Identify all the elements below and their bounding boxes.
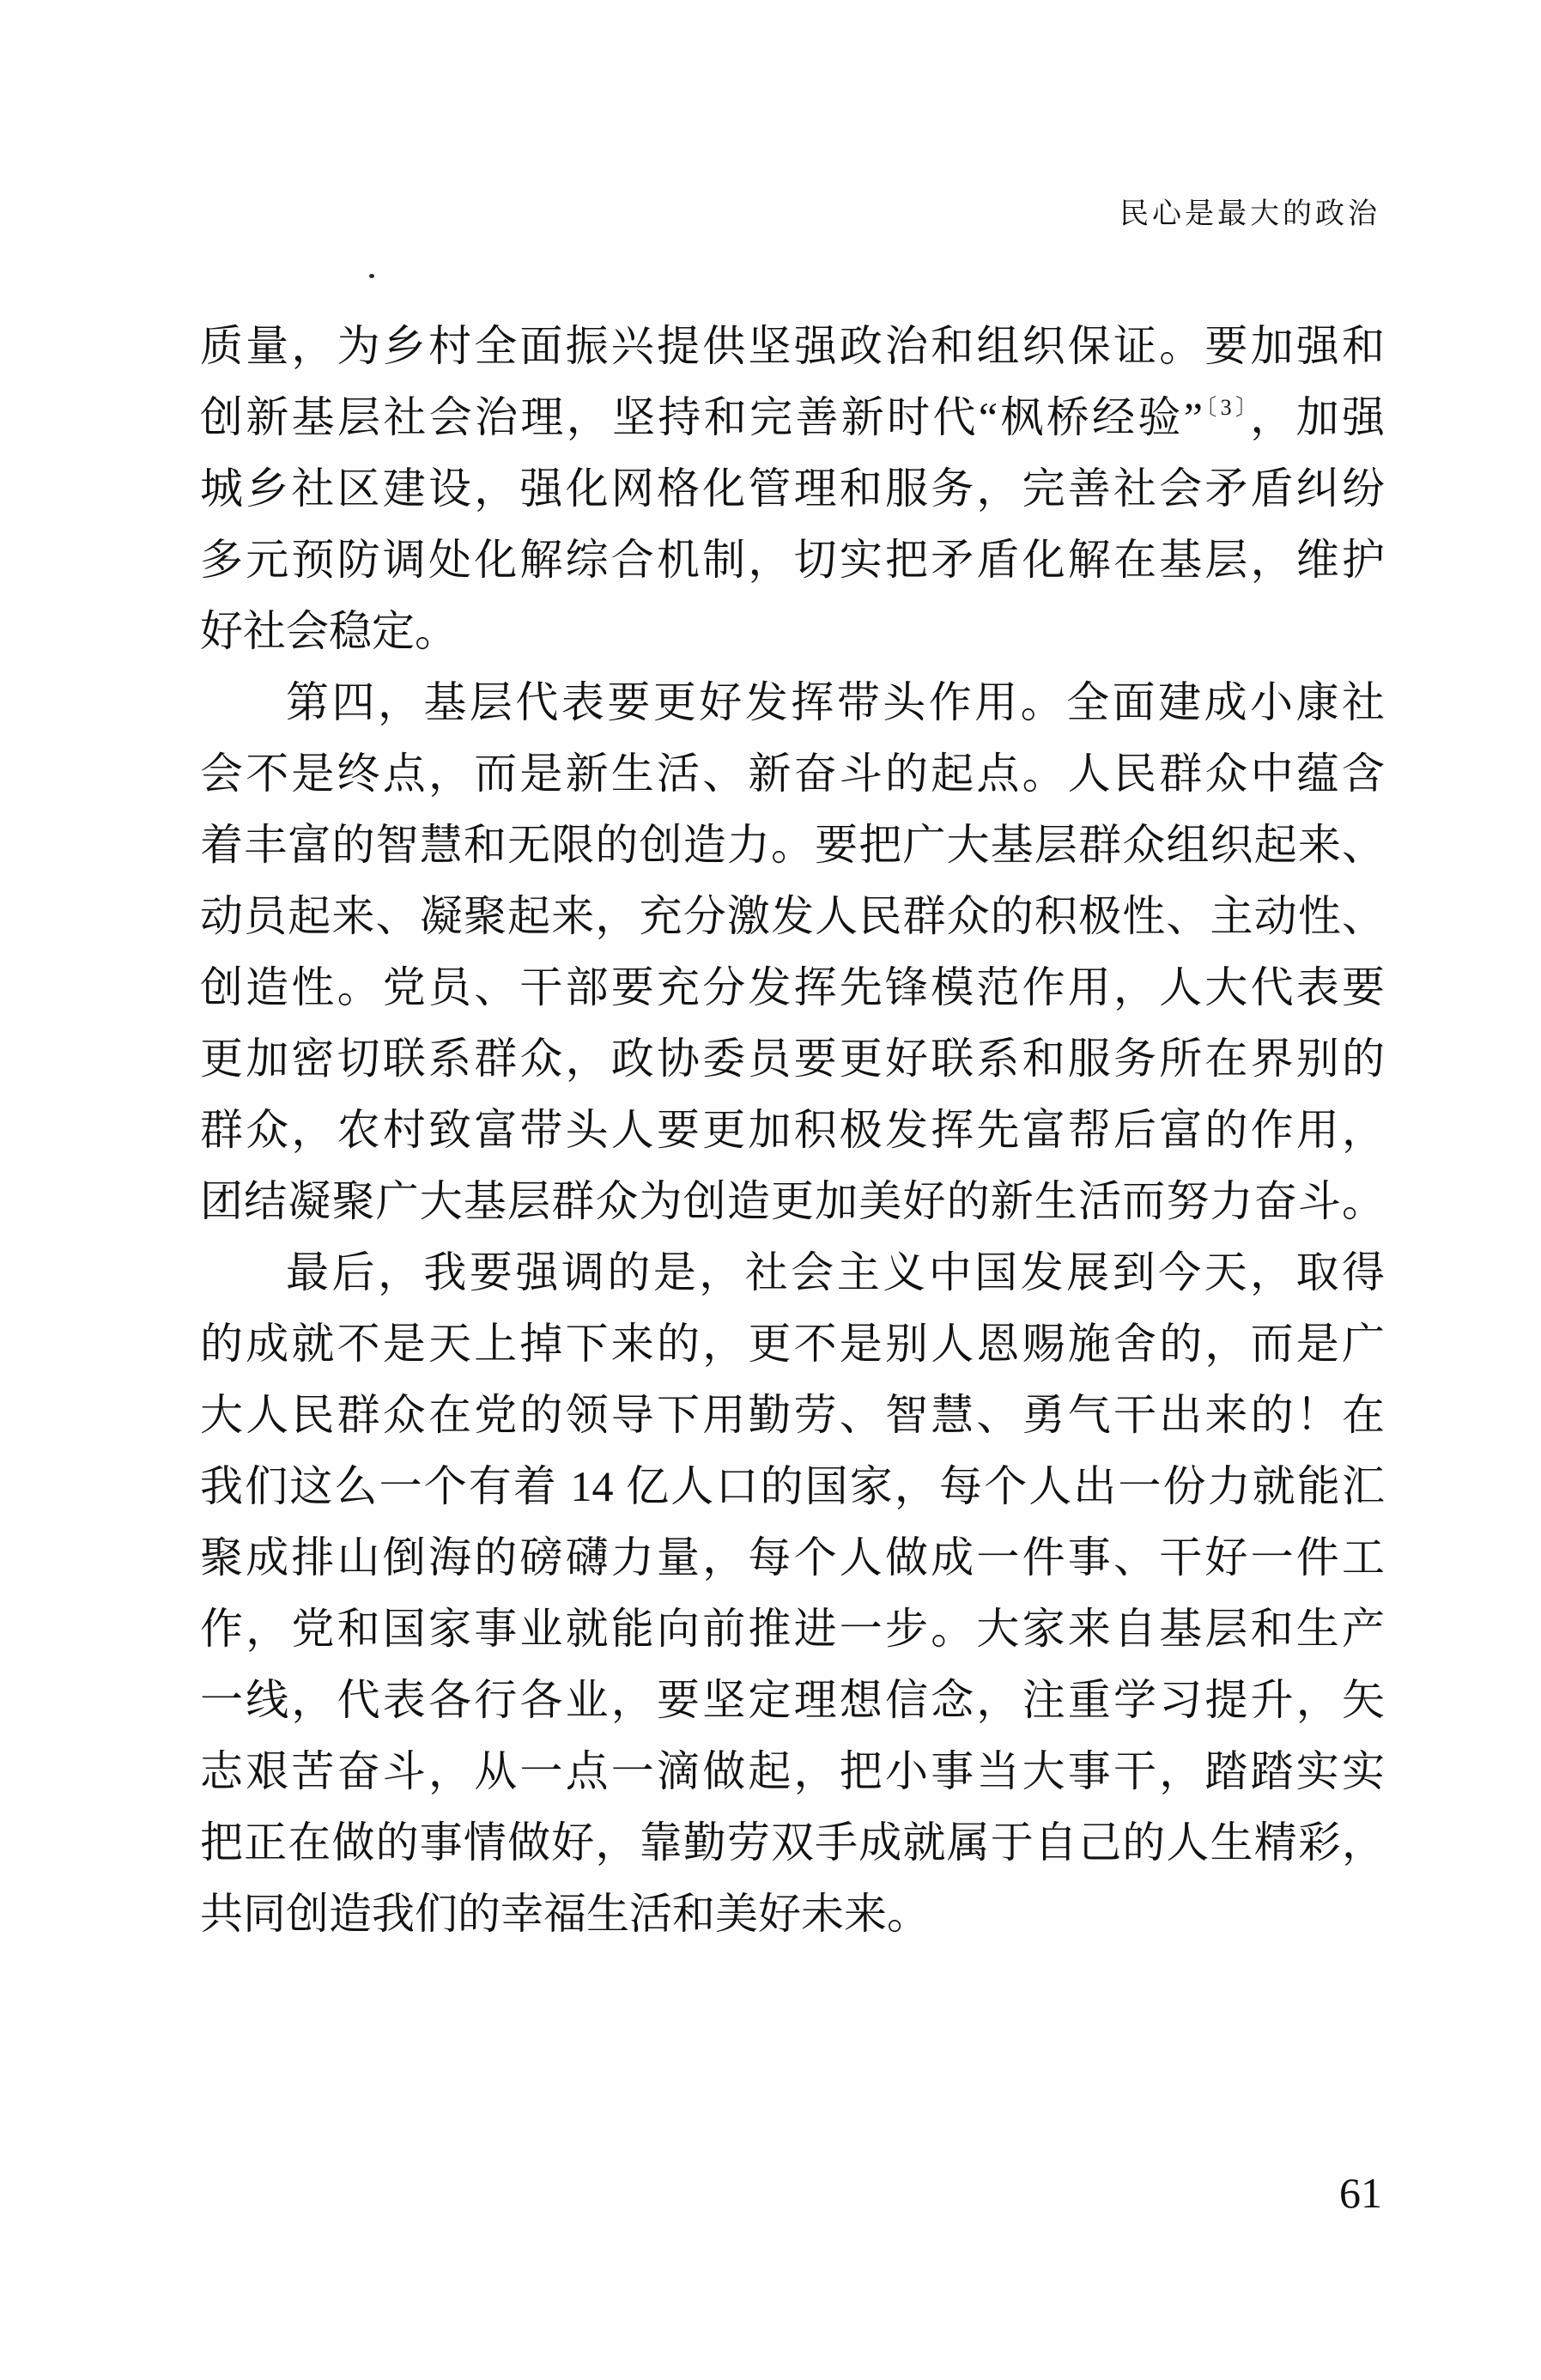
- text-line: 大人民群众在党的领导下用勤劳、智慧、勇气干出来的！在: [200, 1391, 1385, 1439]
- text-line: 聚成排山倒海的磅礴力量，每个人做成一件事、干好一件工: [200, 1533, 1385, 1582]
- text-line: 作，党和国家事业就能向前推进一步。大家来自基层和生产: [200, 1605, 1385, 1653]
- text-line: 更加密切联系群众，政协委员要更好联系和服务所在界别的: [200, 1035, 1385, 1083]
- text-line: [200, 382, 1385, 453]
- text-line: 好社会稳定。: [200, 607, 458, 655]
- paragraph-3: [200, 1237, 1385, 1950]
- text-segment: 创新基层社会治理，坚持和完善新时代“枫桥经验”: [200, 393, 1203, 441]
- page-number: 61: [1339, 2169, 1382, 2217]
- paragraph-2: [200, 667, 1385, 1237]
- body-text: [200, 311, 1385, 1950]
- text-line: 质量，为乡村全面振兴提供坚强政治和组织保证。要加强和: [200, 322, 1385, 370]
- text-line: 一线，代表各行各业，要坚定理想信念，注重学习提升，矢: [200, 1676, 1385, 1724]
- text-segment: ，加强: [1250, 393, 1385, 441]
- text-line: 共同创造我们的幸福生活和美好未来。: [200, 1890, 930, 1938]
- text-line: 多元预防调处化解综合机制，切实把矛盾化解在基层，维护: [200, 536, 1385, 584]
- text-line: 团结凝聚广大基层群众为创造更加美好的新生活而努力奋斗。: [200, 1177, 1385, 1225]
- text-line: 创造性。党员、干部要充分发挥先锋模范作用，人大代表要: [200, 963, 1385, 1011]
- footnote-reference: 〔3〕: [1202, 395, 1251, 420]
- text-line: 最后，我要强调的是，社会主义中国发展到今天，取得: [286, 1248, 1385, 1296]
- text-line: 把正在做的事情做好，靠勤劳双手成就属于自己的人生精彩，: [200, 1818, 1385, 1867]
- text-line: 第四，基层代表要更好发挥带头作用。全面建成小康社: [286, 678, 1385, 726]
- running-head: 民心是最大的政治: [1119, 198, 1380, 230]
- text-line: 会不是终点，而是新生活、新奋斗的起点。人民群众中蕴含: [200, 750, 1385, 798]
- text-line: 群众，农村致富带头人要更加积极发挥先富帮后富的作用，: [200, 1106, 1385, 1154]
- text-line: 志艰苦奋斗，从一点一滴做起，把小事当大事干，踏踏实实: [200, 1747, 1385, 1795]
- text-line: 动员起来、凝聚起来，充分激发人民群众的积极性、主动性、: [200, 892, 1385, 940]
- print-speck-dot: [369, 274, 374, 278]
- text-line: 的成就不是天上掉下来的，更不是别人恩赐施舍的，而是广: [200, 1320, 1385, 1368]
- paragraph-1: [200, 311, 1385, 667]
- text-line: 我们这么一个有着 14 亿人口的国家，每个人出一份力就能汇: [200, 1462, 1385, 1510]
- text-line: 城乡社区建设，强化网格化管理和服务，完善社会矛盾纠纷: [200, 464, 1385, 513]
- text-line: 着丰富的智慧和无限的创造力。要把广大基层群众组织起来、: [200, 821, 1385, 869]
